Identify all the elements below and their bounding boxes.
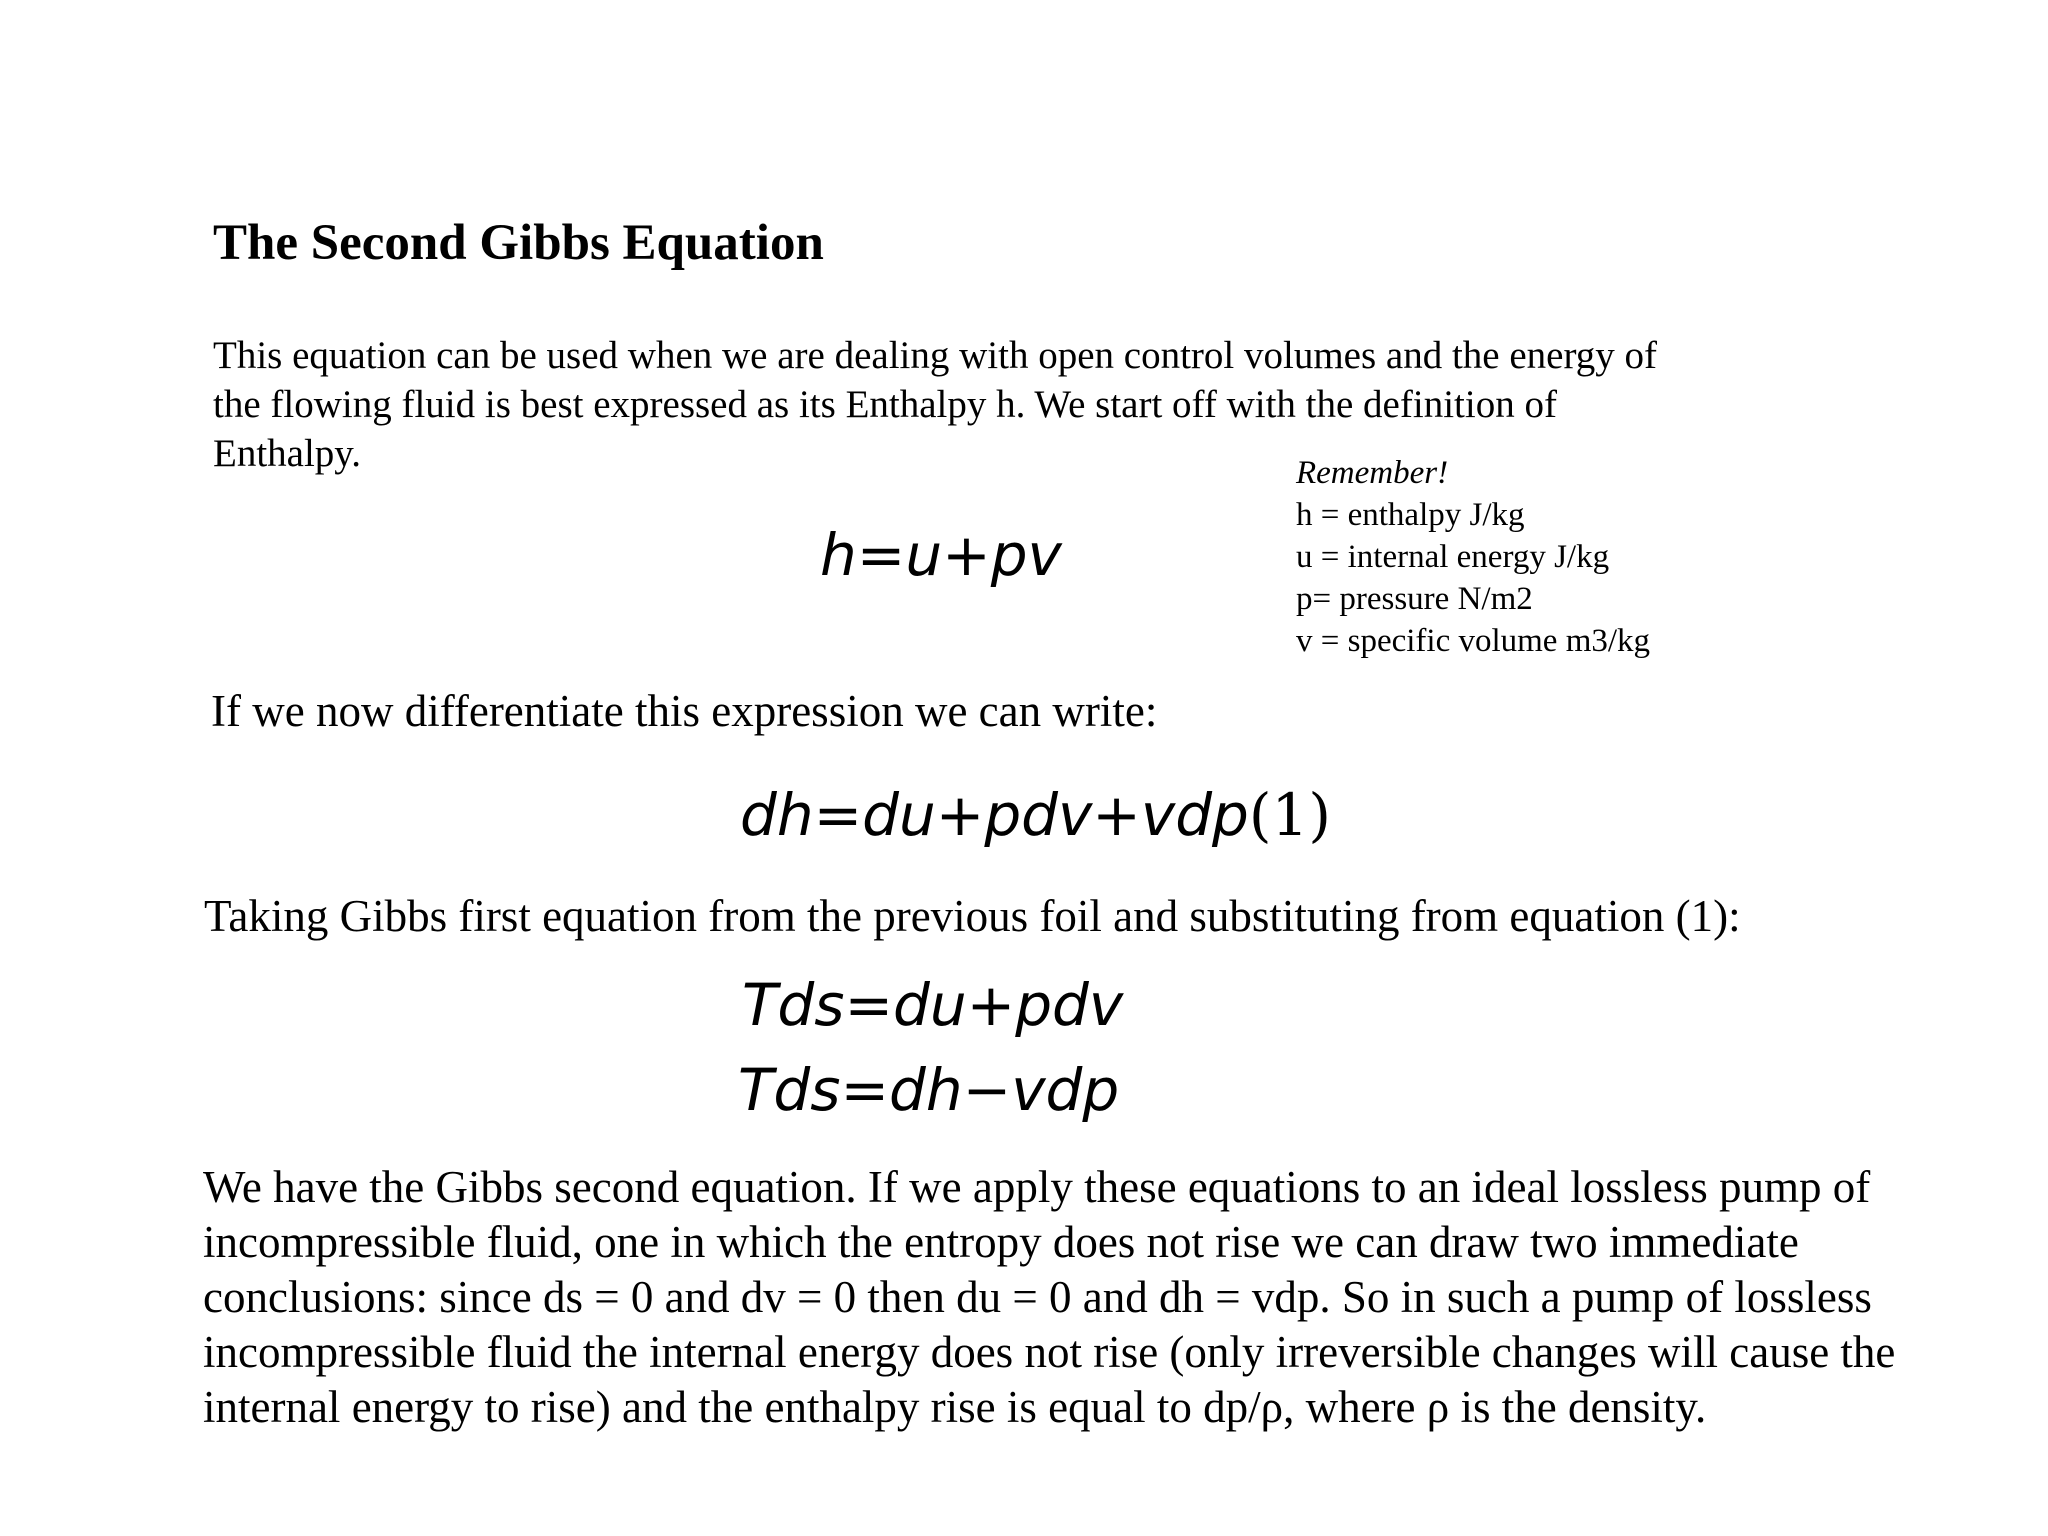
remember-item: p= pressure N/m2 bbox=[1296, 581, 1533, 617]
remember-heading: Remember! bbox=[1296, 455, 1449, 491]
remember-item: h = enthalpy J/kg bbox=[1296, 497, 1525, 533]
intro-line: Enthalpy. bbox=[213, 432, 362, 475]
conclusion-line: incompressible fluid, one in which the entropy does not rise we can draw two immediate bbox=[203, 1217, 1799, 1267]
remember-item: u = internal energy J/kg bbox=[1296, 539, 1610, 575]
conclusion-line: We have the Gibbs second equation. If we apply these equations to an ideal lossless pump of bbox=[203, 1162, 1871, 1212]
gibbs-second-equation: Tds=dh−vdp bbox=[738, 1056, 1120, 1124]
conclusion-paragraph bbox=[203, 1160, 1943, 1435]
differential-equation bbox=[740, 780, 1331, 850]
enthalpy-definition-equation: h=u+pv bbox=[820, 521, 1062, 589]
substitution-text: Taking Gibbs first equation from the previous foil and substituting from equation (1): bbox=[204, 891, 1741, 941]
remember-box bbox=[1296, 452, 1650, 662]
conclusion-line: internal energy to rise) and the enthalpy rise is equal to dp/ρ, where ρ is the density. bbox=[203, 1382, 1707, 1432]
conclusion-line: incompressible fluid the internal energy does not rise (only irreversible changes will cause the bbox=[203, 1327, 1896, 1377]
conclusion-line: conclusions: since ds = 0 and dv = 0 then du = 0 and dh = vdp. So in such a pump of lossless bbox=[203, 1272, 1872, 1322]
intro-line: the flowing fluid is best expressed as its Enthalpy h. We start off with the definition of bbox=[213, 383, 1557, 426]
gibbs-first-equation: Tds=du+pdv bbox=[742, 971, 1124, 1039]
equation-number: (1) bbox=[1248, 781, 1332, 849]
differential-equation-body: dh=du+pdv+vdp bbox=[740, 781, 1249, 849]
page-title: The Second Gibbs Equation bbox=[213, 215, 824, 271]
differentiate-text: If we now differentiate this expression we can write: bbox=[211, 686, 1158, 736]
intro-line: This equation can be used when we are dealing with open control volumes and the energy of bbox=[213, 334, 1658, 377]
remember-item: v = specific volume m3/kg bbox=[1296, 623, 1651, 659]
